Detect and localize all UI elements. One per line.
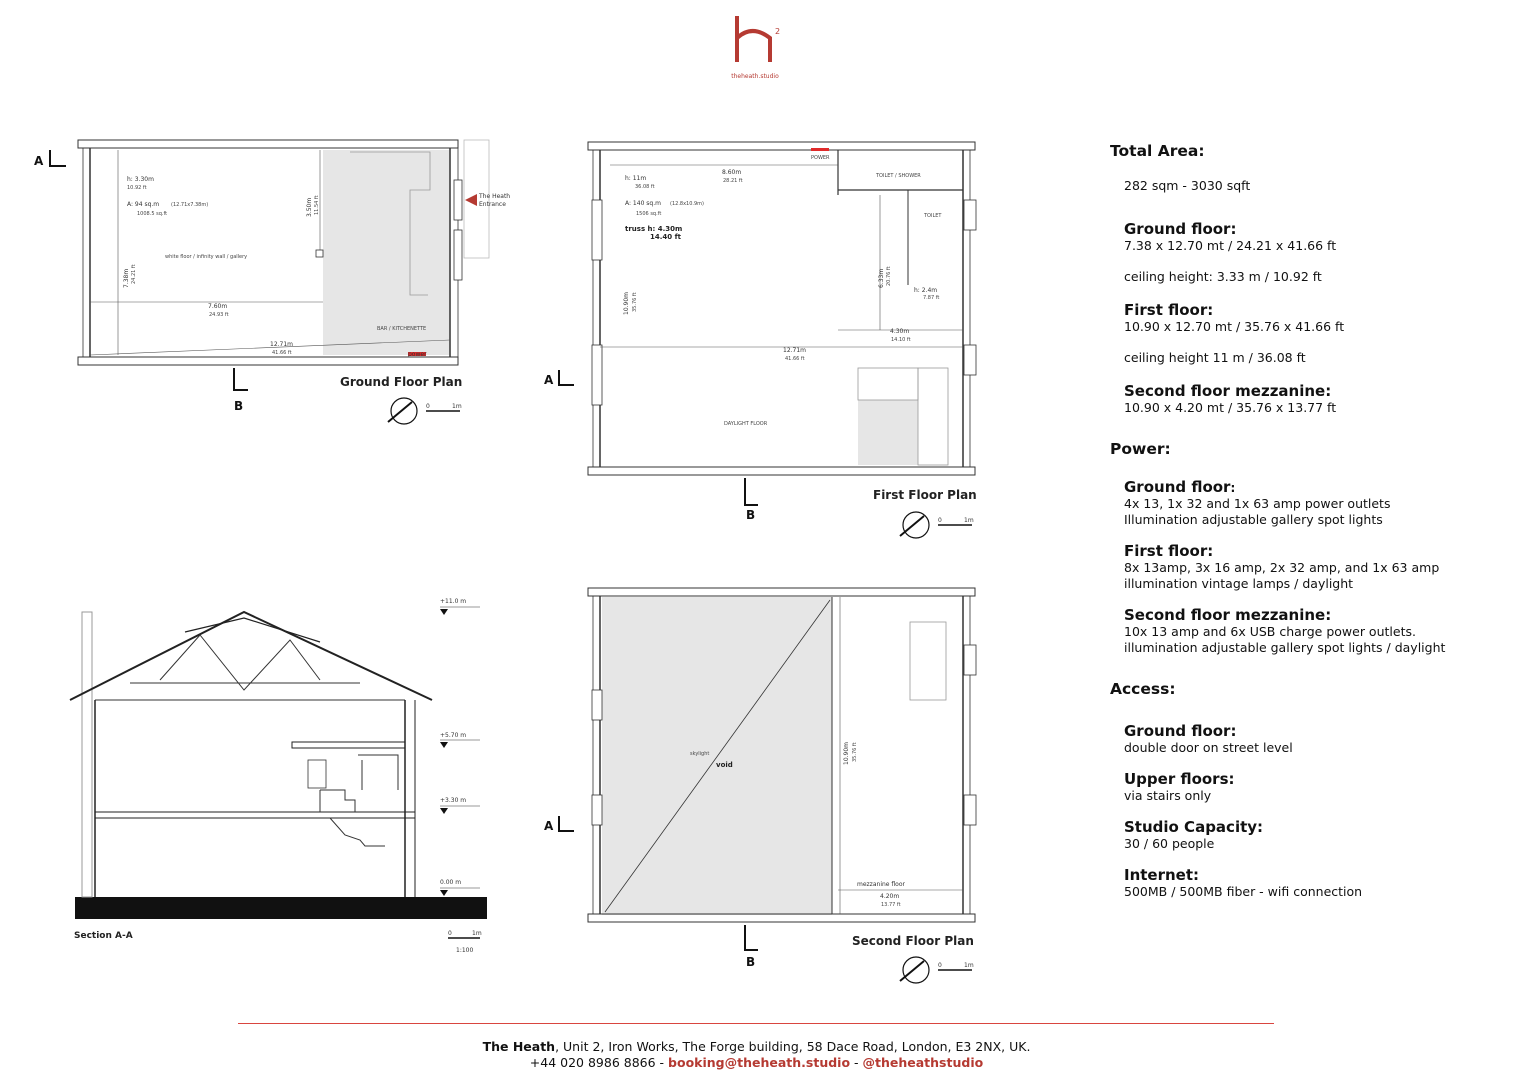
access-upper-title: Upper floors:: [1124, 770, 1235, 788]
ground-floor-plan-title: Ground Floor Plan: [340, 375, 463, 389]
first-dim-depth-ft: 35.76 ft: [632, 292, 638, 312]
capacity-value: 30 / 60 people: [1124, 836, 1215, 851]
toilet-label: TOILET: [924, 213, 942, 219]
power-second-title: Second floor mezzanine:: [1124, 606, 1332, 624]
second-scale-1: 1m: [964, 962, 974, 969]
first-area-dims: (12.8x10.9m): [670, 201, 704, 207]
ground-height-ft: 10.92 ft: [127, 185, 147, 191]
second-scale-0: 0: [938, 962, 942, 969]
ground-floor-dims: 7.38 x 12.70 mt / 24.21 x 41.66 ft: [1124, 238, 1337, 253]
ground-dim-width-ft: 24.93 ft: [209, 312, 229, 318]
first-area: A: 140 sq.m: [625, 200, 661, 207]
ground-area: A: 94 sq.m: [127, 201, 160, 208]
ground-area-dims: (12.71x7.38m): [171, 202, 209, 208]
ground-dim-side: 3.50m: [306, 197, 313, 217]
ground-floor-title: Ground floor:: [1124, 220, 1237, 238]
power-second-1: 10x 13 amp and 6x USB charge power outlets.: [1124, 624, 1416, 639]
second-dim-w: 4.20m: [880, 893, 900, 900]
power-title: Power:: [1110, 440, 1171, 458]
second-dim-w-ft: 13.77 ft: [881, 902, 901, 908]
footer-address-line: [0, 1039, 1513, 1055]
second-section-marker-a: A: [544, 819, 554, 833]
first-dim-depth: 10.90m: [623, 291, 630, 315]
logo-superscript: 2: [775, 27, 781, 36]
ground-dim-depth: 7.38m: [123, 268, 130, 288]
section-scale-1: 1m: [472, 930, 482, 937]
first-dim-right-ft: 14.10 ft: [891, 337, 911, 343]
ground-area-ft: 1008.5 sq.ft: [137, 211, 168, 217]
ground-dim-side-ft: 11.54 ft: [314, 195, 320, 215]
section-marker-a: A: [34, 154, 44, 168]
first-floor-plan: [544, 142, 977, 538]
logo-tagline: theheath.studio: [731, 73, 779, 80]
first-floor-ceiling: ceiling height 11 m / 36.08 ft: [1124, 350, 1306, 365]
ground-floor-plan: [34, 140, 510, 424]
footer: [0, 1039, 1513, 1071]
logo: [731, 16, 780, 80]
power-second-2: illumination adjustable gallery spot lights / daylight: [1124, 640, 1446, 655]
first-small-h: h: 2.4m: [914, 287, 938, 294]
ground-room-label: white floor / infinity wall / gallery: [165, 254, 248, 260]
first-dim-length-ft: 41.66 ft: [785, 356, 805, 362]
level-11: +11.0 m: [440, 598, 467, 605]
void-label: void: [716, 761, 733, 769]
toilet-shower-label: TOILET / SHOWER: [876, 173, 921, 179]
footer-name: The Heath: [482, 1039, 556, 1054]
internet-title: Internet:: [1124, 866, 1200, 884]
daylight-floor-label: DAYLIGHT FLOOR: [724, 421, 768, 427]
power-ground-2: Illumination adjustable gallery spot lights: [1124, 512, 1383, 527]
first-floor-title: First floor:: [1124, 301, 1214, 319]
ground-dim-depth-ft: 24.21 ft: [131, 264, 137, 284]
first-height: h: 11m: [625, 175, 647, 182]
second-floor-dims: 10.90 x 4.20 mt / 35.76 x 13.77 ft: [1124, 400, 1337, 415]
power-first-title: First floor:: [1124, 542, 1214, 560]
ground-dim-length-ft: 41.66 ft: [272, 350, 292, 356]
first-section-marker-a: A: [544, 373, 554, 387]
stair-area: [858, 400, 918, 465]
first-north-arrow-icon: [903, 512, 929, 538]
access-upper: via stairs only: [1124, 788, 1212, 803]
ground-dim-length: 12.71m: [270, 341, 294, 348]
total-area-title: Total Area:: [1110, 142, 1205, 160]
first-dim-length: 12.71m: [783, 347, 807, 354]
second-floor-plan-title: Second Floor Plan: [852, 934, 974, 948]
entrance-label-2: Entrance: [479, 201, 506, 208]
footer-email-link[interactable]: booking@theheath.studio: [668, 1055, 851, 1070]
kitchenette-area: [323, 150, 450, 355]
first-dim-top-ft: 28.21 ft: [723, 178, 743, 184]
first-small-h-ft: 7.87 ft: [923, 295, 940, 301]
section-scale-ratio: 1:100: [456, 947, 474, 954]
level-0-00: 0.00 m: [440, 879, 462, 886]
second-floor-title: Second floor mezzanine:: [1124, 382, 1332, 400]
second-dim-depth-ft: 35.76 ft: [852, 742, 858, 762]
north-arrow-icon: [391, 398, 417, 424]
first-height-ft: 36.08 ft: [635, 184, 655, 190]
internet-value: 500MB / 500MB fiber - wifi connection: [1124, 884, 1363, 899]
first-floor-dims: 10.90 x 12.70 mt / 35.76 x 41.66 ft: [1124, 319, 1345, 334]
skylight-label: skylight: [690, 751, 710, 757]
footer-divider: [238, 1023, 1274, 1024]
first-dim-mid: 6.33m: [878, 268, 885, 288]
second-section-marker-b: B: [746, 955, 756, 969]
bar-kitchenette-label: BAR / KITCHENETTE: [377, 326, 427, 332]
second-floor-plan: [544, 588, 976, 983]
section-a-a: [70, 598, 487, 954]
ground-scale-1: 1m: [452, 403, 462, 410]
first-area-ft: 1506 sq.ft: [636, 211, 662, 217]
first-dim-mid-ft: 20.76 ft: [886, 266, 892, 286]
access-ground: double door on street level: [1124, 740, 1293, 755]
first-dim-right: 4.30m: [890, 328, 910, 335]
truss-height-ft: 14.40 ft: [650, 233, 681, 241]
power-ground-colon: :: [1230, 481, 1236, 495]
access-title: Access:: [1110, 680, 1176, 698]
footer-handle-link[interactable]: @theheathstudio: [862, 1055, 984, 1070]
entrance-label-1: The Heath: [479, 193, 511, 200]
first-section-marker-b: B: [746, 508, 756, 522]
second-north-arrow-icon: [903, 957, 929, 983]
studio-info-panel: [1110, 142, 1505, 900]
footer-sep: -: [850, 1055, 863, 1070]
section-scale-0: 0: [448, 930, 452, 937]
ground-scale-0: 0: [426, 403, 430, 410]
ground-dim-width: 7.60m: [208, 303, 228, 310]
power-label: power: [408, 351, 427, 358]
capacity-title: Studio Capacity:: [1124, 818, 1264, 836]
power-first-2: illumination vintage lamps / daylight: [1124, 576, 1354, 591]
footer-phone: +44 020 8986 8866 -: [529, 1055, 669, 1070]
ground-height: h: 3.30m: [127, 176, 154, 183]
access-ground-title: Ground floor:: [1124, 722, 1237, 740]
first-floor-plan-title: First Floor Plan: [873, 488, 977, 502]
power-ground-title-text: Ground floor: [1124, 478, 1231, 496]
first-scale-1: 1m: [964, 517, 974, 524]
first-power-label: POWER: [811, 155, 830, 161]
footer-contact-line: [0, 1055, 1513, 1071]
second-dim-depth: 10.90m: [843, 741, 850, 765]
section-title: Section A-A: [74, 931, 133, 941]
mezzanine-label: mezzanine floor: [857, 881, 905, 888]
level-3-30: +3.30 m: [440, 797, 467, 804]
total-area-value: 282 sqm - 3030 sqft: [1124, 178, 1251, 193]
entrance-arrow-icon: [465, 194, 477, 206]
power-ground-1: 4x 13, 1x 32 and 1x 63 amp power outlets: [1124, 496, 1391, 511]
first-dim-top: 8.60m: [722, 169, 742, 176]
ground-floor-ceiling: ceiling height: 3.33 m / 10.92 ft: [1124, 269, 1322, 284]
truss-height: truss h: 4.30m: [625, 225, 683, 233]
first-power-marker: [811, 148, 829, 151]
power-first-1: 8x 13amp, 3x 16 amp, 2x 32 amp, and 1x 63 amp: [1124, 560, 1440, 575]
level-5-70: +5.70 m: [440, 732, 467, 739]
section-marker-b: B: [234, 399, 244, 413]
power-ground-title: [1124, 478, 1505, 496]
footer-address: , Unit 2, Iron Works, The Forge building, 58 Dace Road, London, E3 2NX, UK.: [555, 1039, 1031, 1054]
first-scale-0: 0: [938, 517, 942, 524]
